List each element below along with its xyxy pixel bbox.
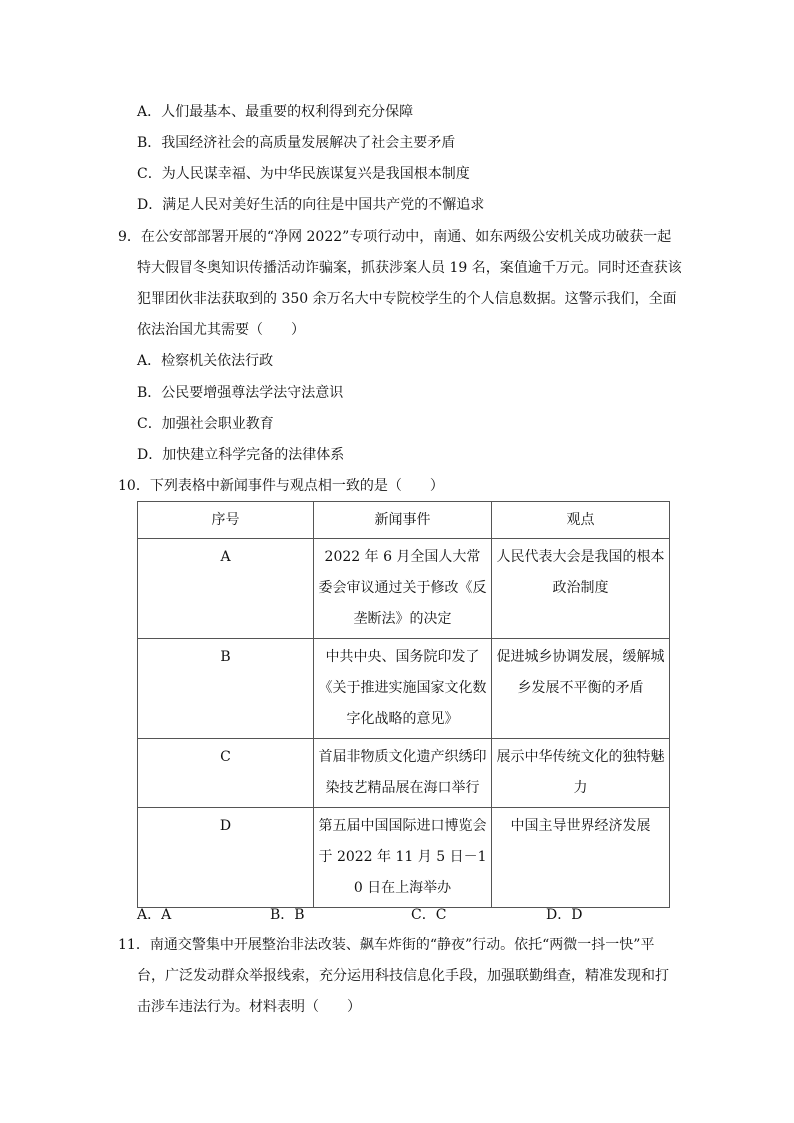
q9-stem-line-3: 犯罪团伙非法获取到的 350 余万名大中专院校学生的个人信息数据。这警示我们，全面 bbox=[137, 291, 677, 307]
q10-option-c: C．C bbox=[411, 907, 447, 923]
q8-option-a: A．人们最基本、最重要的权利得到充分保障 bbox=[137, 104, 414, 120]
q10-option-d: D．D bbox=[546, 907, 583, 923]
row-event: 首届非物质文化遗产织绣印染技艺精品展在海口举行 bbox=[314, 739, 492, 808]
table-header-row bbox=[138, 502, 670, 539]
row-id: B bbox=[138, 639, 314, 739]
q8-option-d: D．满足人民对美好生活的向往是中国共产党的不懈追求 bbox=[137, 197, 485, 213]
table-row bbox=[138, 539, 670, 639]
header-event: 新闻事件 bbox=[314, 502, 492, 539]
row-view: 促进城乡协调发展，缓解城乡发展不平衡的矛盾 bbox=[492, 639, 670, 739]
row-view: 展示中华传统文化的独特魅力 bbox=[492, 739, 670, 808]
q11-stem-line-1: 11．南通交警集中开展整治非法改装、飙车炸街的“静夜”行动。依托“两微一抖一快”平 bbox=[118, 937, 655, 953]
q8-option-c: C．为人民谋幸福、为中华民族谋复兴是我国根本制度 bbox=[137, 166, 470, 182]
q11-stem-line-2: 台，广泛发动群众举报线索，充分运用科技信息化手段，加强联勤缉查，精准发现和打 bbox=[137, 968, 669, 984]
table-row bbox=[138, 739, 670, 808]
q9-option-d: D．加快建立科学完备的法律体系 bbox=[137, 447, 345, 463]
row-event: 第五届中国国际进口博览会于 2022 年 11 月 5 日－10 日在上海举办 bbox=[314, 808, 492, 908]
row-id: D bbox=[138, 808, 314, 908]
header-view: 观点 bbox=[492, 502, 670, 539]
q9-stem-line-2: 特大假冒冬奥知识传播活动诈骗案，抓获涉案人员 19 名，案值逾千万元。同时还查获该 bbox=[137, 260, 682, 276]
row-id: C bbox=[138, 739, 314, 808]
q9-option-a: A．检察机关依法行政 bbox=[137, 353, 274, 369]
header-index: 序号 bbox=[138, 502, 314, 539]
q9-stem-line-1: 9．在公安部部署开展的“净网 2022”专项行动中，南通、如东两级公安机关成功破获一起 bbox=[118, 229, 672, 245]
q9-option-b: B．公民要增强尊法学法守法意识 bbox=[137, 385, 344, 401]
q9-option-c: C．加强社会职业教育 bbox=[137, 416, 274, 432]
row-event: 中共中央、国务院印发了《关于推进实施国家文化数字化战略的意见》 bbox=[314, 639, 492, 739]
q10-option-a: A．A bbox=[137, 907, 172, 923]
news-table bbox=[137, 501, 670, 908]
row-view: 中国主导世界经济发展 bbox=[492, 808, 670, 908]
q10-stem: 10．下列表格中新闻事件与观点相一致的是（ ） bbox=[118, 478, 444, 494]
q10-option-b: B．B bbox=[270, 907, 305, 923]
q9-stem-line-4: 依法治国尤其需要（ ） bbox=[137, 322, 305, 338]
row-id: A bbox=[138, 539, 314, 639]
table-row bbox=[138, 808, 670, 908]
table-row bbox=[138, 639, 670, 739]
q11-stem-line-3: 击涉车违法行为。材料表明（ ） bbox=[137, 999, 361, 1015]
row-event: 2022 年 6 月全国人大常委会审议通过关于修改《反垄断法》的决定 bbox=[314, 539, 492, 639]
row-view: 人民代表大会是我国的根本政治制度 bbox=[492, 539, 670, 639]
q10-answer-options bbox=[137, 904, 677, 922]
q8-option-b: B．我国经济社会的高质量发展解决了社会主要矛盾 bbox=[137, 135, 456, 151]
